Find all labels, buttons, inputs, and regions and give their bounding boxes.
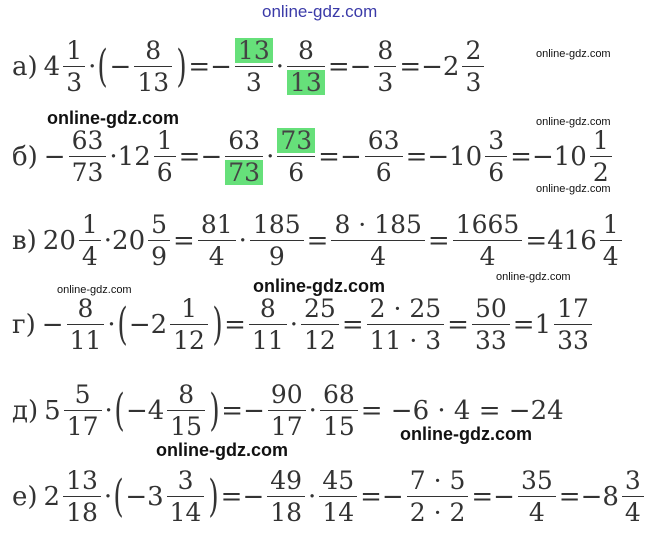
equals-sign: = — [224, 309, 246, 340]
fraction — [167, 468, 205, 525]
equals-sign: = — [318, 141, 340, 172]
minus-sign: − — [109, 51, 132, 82]
fraction — [63, 38, 85, 95]
fraction — [365, 128, 403, 185]
fraction — [148, 212, 170, 269]
right-paren: ) — [212, 299, 223, 350]
equals-sign: = — [405, 141, 428, 172]
fraction-bar — [319, 496, 357, 497]
fraction — [319, 468, 357, 525]
equals-sign: = — [341, 309, 364, 340]
watermark-large: online-gdz.com — [253, 276, 385, 296]
numerator: 8 — [377, 36, 394, 65]
fraction — [600, 212, 622, 269]
equals-sign: = — [558, 481, 581, 512]
fraction-bar — [365, 156, 403, 157]
watermark-small: online-gdz.com — [57, 284, 132, 296]
whole-part: 2 — [43, 481, 61, 512]
left-paren: ( — [113, 471, 124, 522]
numerator: 45 — [322, 466, 355, 495]
denominator: 4 — [479, 242, 496, 271]
item-label: а) — [12, 51, 38, 82]
fraction — [167, 382, 205, 439]
denominator: 15 — [322, 412, 355, 441]
watermark-small: online-gdz.com — [536, 116, 611, 128]
fraction-bar — [249, 324, 287, 325]
numerator: 7 · 5 — [409, 466, 466, 495]
numerator: 185 — [252, 210, 301, 239]
numerator: 1 — [66, 36, 83, 65]
fraction — [287, 38, 325, 95]
fraction-bar — [267, 496, 305, 497]
whole-part: 12 — [117, 141, 151, 172]
denominator: 4 — [81, 242, 98, 271]
denominator: 2 — [592, 158, 609, 187]
fraction-bar — [622, 496, 644, 497]
denominator-highlighted: 73 — [225, 160, 263, 185]
numerator: 81 — [200, 210, 233, 239]
fraction-bar — [79, 240, 101, 241]
fraction — [267, 468, 305, 525]
fraction-bar — [167, 496, 205, 497]
whole-part: 1 — [534, 309, 552, 340]
fraction — [462, 38, 484, 95]
equals-sign: = — [220, 481, 243, 512]
denominator: 4 — [624, 498, 641, 527]
fraction-bar — [67, 324, 105, 325]
dot-operator: · — [104, 395, 113, 426]
watermark-large: online-gdz.com — [400, 424, 532, 444]
fraction — [367, 296, 445, 353]
numerator: 63 — [228, 126, 261, 155]
fraction — [374, 38, 396, 95]
denominator: 9 — [268, 242, 285, 271]
denominator: 3 — [465, 68, 482, 97]
whole-part: −4 — [125, 395, 165, 426]
numerator: 1 — [81, 210, 98, 239]
equals-sign: = — [427, 225, 450, 256]
left-paren: ( — [114, 385, 125, 436]
numerator: 2 · 25 — [369, 294, 442, 323]
watermark-large: online-gdz.com — [47, 108, 179, 128]
fraction — [331, 212, 424, 269]
equals-sign: = — [510, 141, 532, 172]
fraction-bar — [235, 66, 273, 67]
whole-part: 20 — [42, 225, 76, 256]
numerator: 5 — [151, 210, 168, 239]
fraction — [67, 296, 105, 353]
fraction-bar — [63, 66, 85, 67]
denominator: 17 — [270, 412, 303, 441]
equation-line-a — [12, 38, 487, 95]
denominator: 33 — [557, 326, 589, 355]
numerator: 68 — [322, 380, 355, 409]
numerator: 8 — [77, 294, 94, 323]
fraction — [301, 296, 339, 353]
dot-operator: · — [266, 141, 275, 172]
numerator: 25 — [304, 294, 336, 323]
fraction — [249, 296, 287, 353]
denominator: 11 · 3 — [369, 326, 442, 355]
dot-operator: · — [308, 481, 317, 512]
fraction-bar — [600, 240, 622, 241]
equals-sign: = — [306, 225, 329, 256]
item-label: д) — [12, 395, 39, 426]
equals-sign: = — [221, 395, 244, 426]
fraction — [277, 128, 315, 185]
dot-operator: · — [109, 141, 118, 172]
denominator: 14 — [322, 498, 355, 527]
item-label: б) — [12, 141, 38, 172]
numerator: 3 — [488, 126, 505, 155]
whole-part: 5 — [44, 395, 61, 426]
numerator: 50 — [474, 294, 507, 323]
fraction-bar — [250, 240, 304, 241]
minus-sign: − — [339, 141, 362, 172]
denominator: 15 — [170, 412, 203, 441]
equals-sign: = — [399, 51, 422, 82]
whole-part: −2 — [128, 309, 168, 340]
fraction — [63, 468, 101, 525]
item-label: г) — [12, 309, 36, 340]
denominator: 73 — [71, 158, 104, 187]
minus-sign: − — [43, 141, 66, 172]
fraction-bar — [453, 240, 523, 241]
fraction-bar — [287, 66, 325, 67]
denominator: 13 — [137, 68, 170, 97]
left-paren: ( — [97, 41, 109, 92]
denominator: 11 — [251, 326, 284, 355]
denominator: 18 — [270, 498, 303, 527]
equals-sign: = — [525, 225, 548, 256]
equals-sign: = — [471, 481, 494, 512]
denominator: 2 · 2 — [409, 498, 466, 527]
equation-line-d — [12, 382, 564, 439]
minus-sign: − — [243, 395, 265, 426]
right-paren: ) — [208, 471, 220, 522]
minus-sign: − — [41, 309, 64, 340]
numerator: 3 — [624, 466, 641, 495]
minus-sign: − — [210, 51, 232, 82]
equation-line-e — [12, 468, 645, 525]
dot-operator: · — [238, 225, 247, 256]
fraction — [134, 38, 172, 95]
numerator: 17 — [557, 294, 589, 323]
fraction-bar — [485, 156, 507, 157]
numerator: 8 · 185 — [334, 210, 422, 239]
left-paren: ( — [117, 299, 128, 350]
denominator: 6 — [488, 158, 505, 187]
whole-part: 20 — [112, 225, 146, 256]
fraction — [518, 468, 556, 525]
denominator: 4 — [602, 242, 619, 271]
numerator-highlighted: 13 — [235, 38, 273, 63]
watermark-top: online-gdz.com — [262, 2, 378, 21]
whole-part: −2 — [421, 51, 460, 82]
numerator: 1 — [181, 294, 197, 323]
denominator: 4 — [528, 498, 545, 527]
fraction — [64, 382, 102, 439]
fraction-bar — [148, 240, 170, 241]
fraction-bar — [268, 410, 306, 411]
numerator: 49 — [270, 466, 303, 495]
fraction-bar — [63, 496, 101, 497]
numerator: 1 — [156, 126, 173, 155]
fraction — [407, 468, 469, 525]
fraction — [235, 38, 273, 95]
minus-sign: − — [381, 481, 404, 512]
fraction-bar — [134, 66, 172, 67]
denominator-highlighted: 13 — [287, 70, 325, 95]
numerator-highlighted: 73 — [277, 128, 315, 153]
numerator: 8 — [259, 294, 276, 323]
numerator: 1665 — [455, 210, 520, 239]
fraction-bar — [462, 66, 484, 67]
fraction — [622, 468, 644, 525]
right-paren: ) — [176, 41, 187, 92]
fraction-bar — [154, 156, 176, 157]
fraction-bar — [407, 496, 469, 497]
equals-sign: = — [327, 51, 350, 82]
dot-operator: · — [308, 395, 317, 426]
fraction — [154, 128, 176, 185]
numerator: 1 — [592, 126, 609, 155]
denominator: 4 — [370, 242, 387, 271]
whole-part: 4 — [43, 51, 61, 82]
fraction-bar — [554, 324, 592, 325]
whole-part: −10 — [531, 141, 587, 172]
fraction — [250, 212, 304, 269]
equals-sign: = — [360, 481, 382, 512]
numerator: 13 — [66, 466, 98, 495]
fraction — [225, 128, 263, 185]
denominator: 17 — [66, 412, 99, 441]
fraction-bar — [320, 410, 358, 411]
equation-line-g — [12, 296, 595, 353]
denominator: 12 — [304, 326, 336, 355]
equals-sign: = — [178, 141, 201, 172]
fraction — [320, 382, 358, 439]
equals-sign: = — [447, 309, 469, 340]
fraction-bar — [277, 156, 315, 157]
fraction-bar — [301, 324, 339, 325]
numerator: 8 — [145, 36, 162, 65]
fraction — [485, 128, 507, 185]
right-paren: ) — [209, 385, 220, 436]
dot-operator: · — [107, 309, 116, 340]
result-tail: = −6 · 4 = −24 — [360, 395, 564, 426]
fraction-bar — [167, 410, 205, 411]
minus-sign: − — [493, 481, 515, 512]
fraction-bar — [69, 156, 107, 157]
fraction-bar — [374, 66, 396, 67]
denominator: 6 — [156, 158, 173, 187]
whole-part: −10 — [427, 141, 483, 172]
equation-line-b — [12, 128, 615, 185]
fraction — [554, 296, 592, 353]
numerator: 3 — [177, 466, 194, 495]
numerator: 35 — [520, 466, 553, 495]
numerator: 1 — [602, 210, 619, 239]
whole-part: 416 — [547, 225, 597, 256]
item-label: е) — [12, 481, 38, 512]
dot-operator: · — [103, 481, 113, 512]
fraction — [198, 212, 236, 269]
equation-line-v — [12, 212, 625, 269]
fraction — [453, 212, 523, 269]
dot-operator: · — [289, 309, 298, 340]
numerator: 8 — [178, 380, 195, 409]
fraction-bar — [367, 324, 445, 325]
denominator: 3 — [377, 68, 394, 97]
equals-sign: = — [173, 225, 195, 256]
denominator: 3 — [66, 68, 83, 97]
denominator: 6 — [375, 158, 392, 187]
numerator: 8 — [297, 36, 314, 65]
fraction-bar — [331, 240, 424, 241]
equals-sign: = — [188, 51, 211, 82]
item-label: в) — [12, 225, 37, 256]
numerator: 63 — [71, 126, 104, 155]
equals-sign: = — [512, 309, 535, 340]
denominator: 18 — [66, 498, 98, 527]
whole-part: −8 — [580, 481, 619, 512]
denominator: 33 — [474, 326, 507, 355]
denominator: 9 — [151, 242, 168, 271]
watermark-small: online-gdz.com — [536, 183, 611, 195]
fraction-bar — [518, 496, 556, 497]
fraction — [170, 296, 208, 353]
minus-sign: − — [242, 481, 265, 512]
fraction — [79, 212, 101, 269]
dot-operator: · — [103, 225, 113, 256]
fraction — [472, 296, 510, 353]
minus-sign: − — [200, 141, 223, 172]
fraction-bar — [590, 156, 612, 157]
numerator: 90 — [270, 380, 303, 409]
numerator: 5 — [74, 380, 91, 409]
watermark-large: online-gdz.com — [156, 440, 288, 460]
denominator: 12 — [173, 326, 205, 355]
fraction — [69, 128, 107, 185]
fraction-bar — [198, 240, 236, 241]
denominator: 11 — [69, 326, 102, 355]
minus-sign: − — [349, 51, 372, 82]
dot-operator: · — [275, 51, 284, 82]
fraction-bar — [472, 324, 510, 325]
denominator: 14 — [169, 498, 202, 527]
watermark-small: online-gdz.com — [536, 48, 611, 60]
fraction-bar — [64, 410, 102, 411]
whole-part: −3 — [125, 481, 164, 512]
denominator: 6 — [288, 158, 305, 187]
fraction — [268, 382, 306, 439]
numerator: 63 — [367, 126, 400, 155]
fraction — [590, 128, 612, 185]
fraction-bar — [170, 324, 208, 325]
denominator: 4 — [208, 242, 225, 271]
fraction-bar — [225, 156, 263, 157]
denominator: 3 — [245, 68, 262, 97]
dot-operator: · — [88, 51, 97, 82]
watermark-small: online-gdz.com — [496, 271, 571, 283]
numerator: 2 — [465, 36, 482, 65]
